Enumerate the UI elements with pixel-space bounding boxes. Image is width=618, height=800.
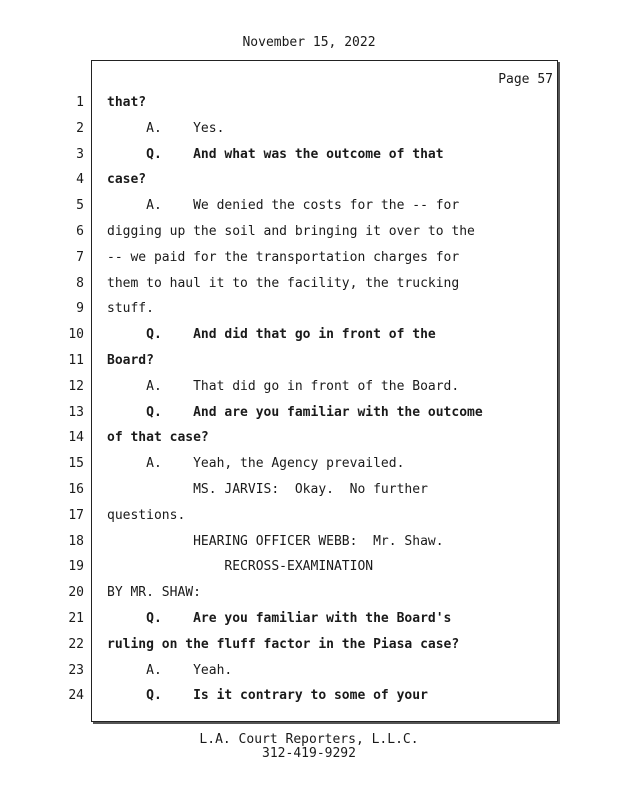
line-number: 18 [68, 533, 84, 549]
reporter-phone: 312-419-9292 [262, 746, 356, 761]
line-text: ruling on the fluff factor in the Piasa case? [107, 636, 460, 652]
line-number: 14 [68, 430, 84, 446]
line-number: 21 [68, 611, 84, 626]
transcript-line [0, 299, 618, 319]
transcript-line [0, 119, 618, 139]
line-number: 12 [68, 378, 84, 394]
transcript-line [0, 93, 618, 113]
transcript-line [0, 403, 618, 423]
transcript-line [0, 532, 618, 552]
line-text: -- we paid for the transportation charges for [107, 249, 460, 265]
transcript-line [0, 609, 618, 629]
line-number: 11 [68, 353, 84, 368]
line-text: questions. [107, 507, 186, 523]
line-number: 22 [68, 636, 84, 652]
transcript-line [0, 222, 618, 242]
line-text: of that case? [107, 430, 209, 446]
transcript-line [0, 145, 618, 165]
line-number: 13 [68, 404, 84, 420]
line-number: 6 [76, 224, 84, 239]
line-number: 2 [76, 120, 84, 136]
transcript-line [0, 351, 618, 371]
line-text: them to haul it to the facility, the trucking [107, 275, 460, 291]
line-number: 5 [76, 198, 84, 214]
transcript-line [0, 196, 618, 216]
transcript-line [0, 325, 618, 345]
line-number: 16 [68, 482, 84, 497]
line-text: Q. And did that go in front of the [107, 327, 436, 343]
page-number: Page 57 [498, 72, 553, 87]
transcript-line [0, 170, 618, 190]
line-number: 24 [68, 688, 84, 704]
line-text: Q. Is it contrary to some of your [107, 688, 428, 704]
line-text: A. Yeah. [107, 662, 233, 678]
transcript-line [0, 454, 618, 474]
transcript-line [0, 635, 618, 655]
line-text: A. That did go in front of the Board. [107, 378, 460, 394]
line-text: A. Yeah, the Agency prevailed. [107, 456, 405, 472]
reporter-company: L.A. Court Reporters, L.L.C. [199, 732, 419, 747]
transcript-line [0, 661, 618, 681]
line-text: HEARING OFFICER WEBB: Mr. Shaw. [107, 533, 444, 549]
line-number: 4 [76, 172, 84, 188]
line-number: 9 [76, 301, 84, 317]
line-text: stuff. [107, 301, 154, 317]
line-number: 7 [76, 249, 84, 265]
line-number: 3 [76, 146, 84, 162]
footer [0, 733, 618, 761]
line-text: BY MR. SHAW: [107, 585, 201, 601]
transcript-line [0, 248, 618, 268]
line-number: 8 [76, 275, 84, 291]
line-number: 10 [68, 327, 84, 343]
line-text: Q. And are you familiar with the outcome [107, 404, 483, 420]
line-text: Q. Are you familiar with the Board's [107, 611, 452, 626]
line-text: A. We denied the costs for the -- for [107, 198, 460, 214]
line-text: digging up the soil and bringing it over to the [107, 224, 475, 239]
line-text: RECROSS-EXAMINATION [107, 559, 374, 575]
transcript-line [0, 686, 618, 706]
line-number: 15 [68, 456, 84, 472]
line-text: Board? [107, 353, 154, 368]
line-text: MS. JARVIS: Okay. No further [107, 482, 428, 497]
transcript-line [0, 480, 618, 500]
line-number: 19 [68, 559, 84, 575]
transcript-line [0, 557, 618, 577]
line-text: Q. And what was the outcome of that [107, 146, 444, 162]
transcript-date: November 15, 2022 [242, 35, 376, 50]
line-text: A. Yes. [107, 120, 225, 136]
transcript-line [0, 428, 618, 448]
transcript-line [0, 583, 618, 603]
line-number: 23 [68, 662, 84, 678]
line-number: 17 [68, 507, 84, 523]
transcript-line [0, 377, 618, 397]
line-text: that? [107, 95, 147, 110]
line-text: case? [107, 172, 147, 188]
line-number: 20 [68, 585, 84, 601]
line-number: 1 [76, 95, 84, 110]
transcript-line [0, 274, 618, 294]
transcript-line [0, 506, 618, 526]
